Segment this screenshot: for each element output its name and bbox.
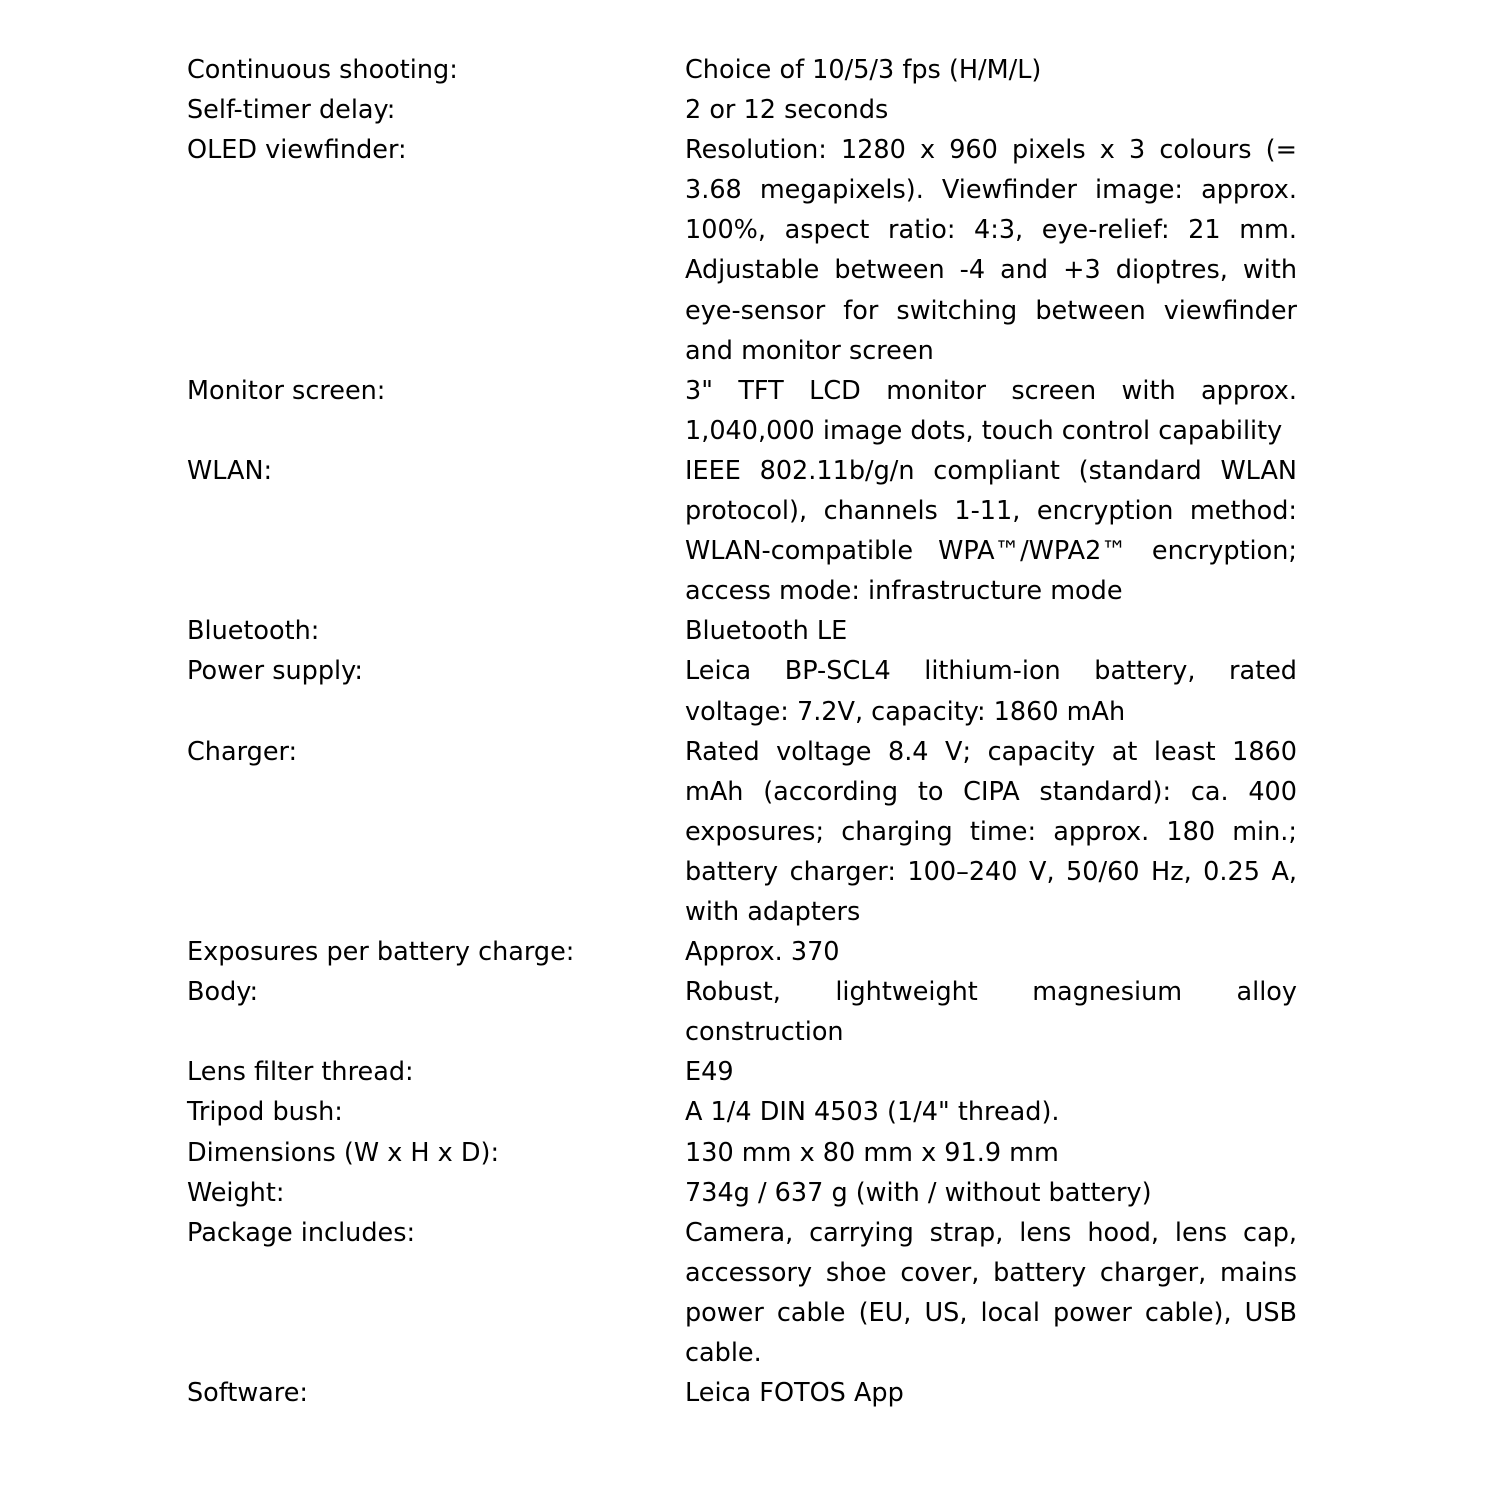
spec-row-software	[187, 1373, 1297, 1413]
spec-value: A 1/4 DIN 4503 (1/4" thread).	[685, 1097, 1060, 1128]
spec-value: IEEE 802.11b/g/n compliant (standard WLAN protocol), channels 1-11, encryption method: WLAN-compatible WPA™/WPA2™ encryption; access mode: infrastructure mode	[685, 455, 1297, 607]
spec-value: Approx. 370	[685, 937, 840, 968]
spec-label: OLED viewfinder:	[187, 135, 407, 166]
spec-value: Resolution: 1280 x 960 pixels x 3 colours (= 3.68 megapixels). Viewfinder image: approx. 100%, aspect ratio: 4:3, eye-relief: 21 mm. Adjustable between -4 and +3 dioptres, with eye-sensor for switching between viewfinder and monitor screen	[685, 135, 1297, 366]
spec-row-lens-filter-thread	[187, 1052, 1297, 1092]
spec-label: Charger:	[187, 736, 298, 767]
spec-row-power-supply	[187, 651, 1297, 731]
spec-row-wlan	[187, 451, 1297, 611]
spec-label: Power supply:	[187, 656, 363, 687]
spec-label: Self-timer delay:	[187, 95, 396, 126]
spec-row-continuous-shooting	[187, 50, 1297, 90]
spec-label: Package includes:	[187, 1217, 416, 1248]
spec-row-exposures-per-charge	[187, 932, 1297, 972]
spec-label: Body:	[187, 977, 259, 1008]
spec-label: Monitor screen:	[187, 375, 386, 406]
spec-label: Software:	[187, 1378, 309, 1409]
spec-value: Leica FOTOS App	[685, 1378, 904, 1409]
spec-label: Tripod bush:	[187, 1097, 343, 1128]
spec-row-monitor-screen	[187, 371, 1297, 451]
spec-row-body	[187, 972, 1297, 1052]
spec-label: Exposures per battery charge:	[187, 937, 575, 968]
spec-value: Rated voltage 8.4 V; capacity at least 1860 mAh (according to CIPA standard): ca. 400 exposures; charging time: approx. 180 min.; battery charger: 100–240 V, 50/60 Hz, 0.25 A, with adapters	[685, 736, 1297, 927]
spec-row-bluetooth	[187, 611, 1297, 651]
spec-label: Lens filter thread:	[187, 1057, 414, 1088]
spec-row-self-timer	[187, 90, 1297, 130]
spec-value: 3" TFT LCD monitor screen with approx. 1,040,000 image dots, touch control capability	[685, 375, 1297, 446]
spec-value: 734g / 637 g (with / without battery)	[685, 1177, 1152, 1208]
spec-row-tripod-bush	[187, 1092, 1297, 1132]
spec-value: Leica BP-SCL4 lithium-ion battery, rated voltage: 7.2V, capacity: 1860 mAh	[685, 656, 1297, 727]
spec-value: Choice of 10/5/3 fps (H/M/L)	[685, 55, 1042, 85]
spec-label: Continuous shooting:	[187, 55, 458, 85]
spec-value: E49	[685, 1057, 734, 1088]
spec-row-charger	[187, 732, 1297, 932]
spec-label: Weight:	[187, 1177, 285, 1208]
spec-row-package-includes	[187, 1213, 1297, 1373]
spec-label: Bluetooth:	[187, 616, 320, 647]
spec-row-oled-viewfinder	[187, 130, 1297, 371]
spec-label: WLAN:	[187, 455, 273, 486]
spec-value: Camera, carrying strap, lens hood, lens cap, accessory shoe cover, battery charger, mains power cable (EU, US, local power cable), USB cable.	[685, 1217, 1297, 1368]
spec-value: Robust, lightweight magnesium alloy construction	[685, 977, 1297, 1048]
spec-row-weight	[187, 1173, 1297, 1213]
spec-value: 130 mm x 80 mm x 91.9 mm	[685, 1137, 1059, 1168]
spec-value: Bluetooth LE	[685, 616, 848, 647]
spec-label: Dimensions (W x H x D):	[187, 1137, 500, 1168]
spec-value: 2 or 12 seconds	[685, 95, 889, 126]
spec-row-dimensions	[187, 1133, 1297, 1173]
specifications-table	[187, 50, 1297, 1413]
